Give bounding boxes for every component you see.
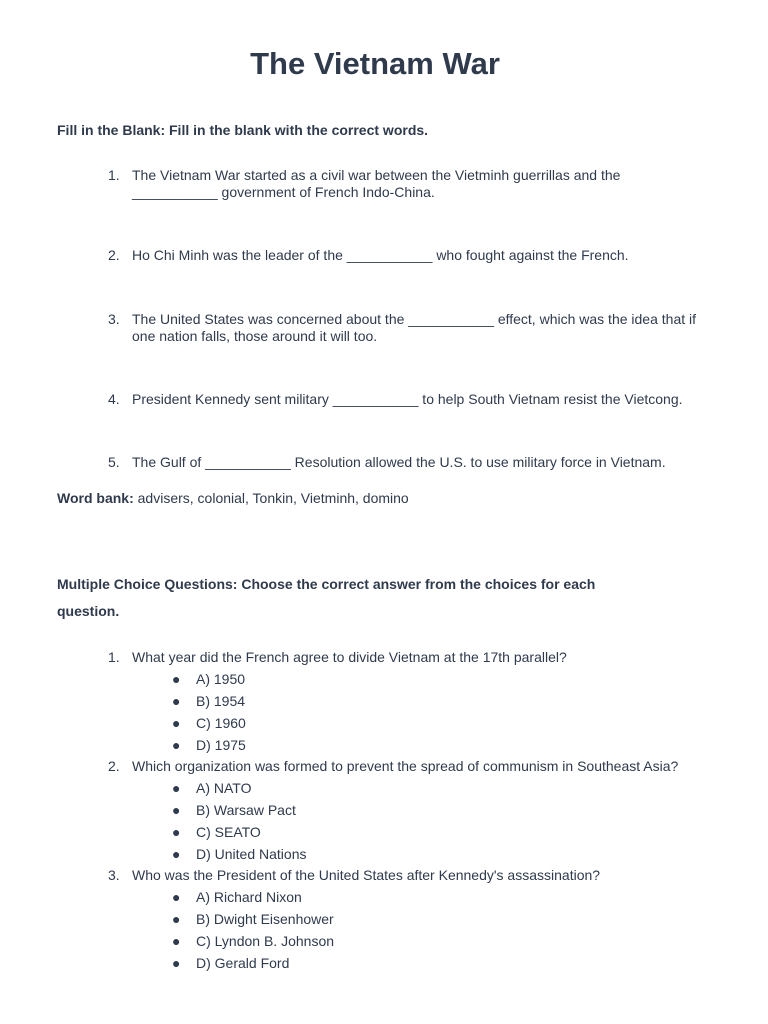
option-text: D) 1975 (196, 737, 246, 753)
item-text: The Gulf of ___________ Resolution allowed the U.S. to use military force in Vietnam. (132, 454, 666, 470)
option-text: A) NATO (196, 780, 252, 796)
answer-option (172, 802, 296, 819)
question-text: What year did the French agree to divide Vietnam at the 17th parallel? (132, 649, 567, 665)
multiple-choice-heading: Multiple Choice Questions: Choose the correct answer from the choices for each question. (57, 576, 596, 619)
bullet-icon: ● (172, 933, 181, 949)
question (108, 867, 600, 884)
answer-option (172, 889, 302, 906)
word-bank (57, 490, 409, 507)
bullet-icon: ● (172, 846, 181, 862)
page-title: The Vietnam War (250, 46, 500, 81)
bullet-icon: ● (172, 911, 181, 927)
question-number: 3. (108, 867, 120, 883)
item-number: 2. (108, 247, 120, 263)
option-text: C) Lyndon B. Johnson (196, 933, 335, 949)
item-text: The United States was concerned about the ___________ effect, which was the idea that if one nation falls, those around it will too. (132, 311, 697, 344)
answer-option (172, 693, 245, 710)
option-text: C) SEATO (196, 824, 261, 840)
item-text: Ho Chi Minh was the leader of the ___________ who fought against the French. (132, 247, 629, 263)
fill-item (108, 247, 698, 264)
item-number: 1. (108, 167, 120, 183)
option-text: B) Dwight Eisenhower (196, 911, 334, 927)
bullet-icon: ● (172, 693, 181, 709)
item-text: The Vietnam War started as a civil war between the Vietminh guerrillas and the ___________ government of French Indo-China. (132, 167, 621, 200)
fill-item (108, 454, 698, 471)
question-text: Which organization was formed to prevent the spread of communism in Southeast Asia? (132, 758, 679, 774)
question (108, 649, 567, 666)
bullet-icon: ● (172, 715, 181, 731)
fill-in-blank-heading: Fill in the Blank: Fill in the blank with the correct words. (57, 122, 429, 138)
bullet-icon: ● (172, 824, 181, 840)
question-number: 2. (108, 758, 120, 774)
answer-option (172, 737, 246, 754)
option-text: B) 1954 (196, 693, 246, 709)
option-text: A) Richard Nixon (196, 889, 302, 905)
word-bank-label: Word bank: (57, 490, 134, 506)
fill-item (108, 391, 698, 408)
bullet-icon: ● (172, 737, 181, 753)
item-text: President Kennedy sent military ___________ to help South Vietnam resist the Vietcong. (132, 391, 683, 407)
answer-option (172, 671, 245, 688)
option-text: B) Warsaw Pact (196, 802, 296, 818)
option-text: C) 1960 (196, 715, 246, 731)
item-number: 4. (108, 391, 120, 407)
fill-item (108, 311, 698, 345)
question-text: Who was the President of the United States after Kennedy's assassination? (132, 867, 601, 883)
bullet-icon: ● (172, 889, 181, 905)
bullet-icon: ● (172, 780, 181, 796)
answer-option (172, 715, 246, 732)
option-text: D) United Nations (196, 846, 307, 862)
answer-option (172, 933, 334, 950)
answer-option (172, 780, 252, 797)
answer-option (172, 955, 289, 972)
answer-option (172, 824, 261, 841)
question-number: 1. (108, 649, 120, 665)
question (108, 758, 678, 775)
option-text: D) Gerald Ford (196, 955, 290, 971)
item-number: 3. (108, 311, 120, 327)
item-number: 5. (108, 454, 120, 470)
fill-item (108, 167, 698, 201)
answer-option (172, 911, 334, 928)
option-text: A) 1950 (196, 671, 246, 687)
answer-option (172, 846, 307, 863)
bullet-icon: ● (172, 802, 181, 818)
bullet-icon: ● (172, 671, 181, 687)
word-bank-words: advisers, colonial, Tonkin, Vietminh, domino (133, 490, 409, 506)
bullet-icon: ● (172, 955, 181, 971)
